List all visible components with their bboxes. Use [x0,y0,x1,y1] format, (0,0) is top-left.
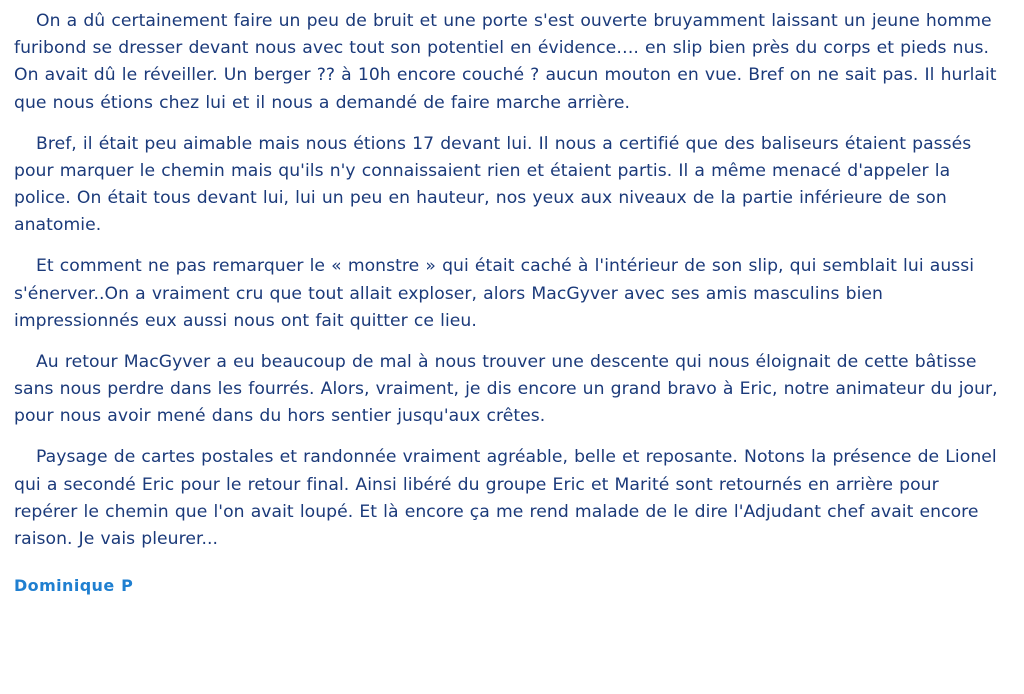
paragraph-2: Bref, il était peu aimable mais nous étions 17 devant lui. Il nous a certifié que des baliseurs étaient passés pour marquer le chemin mais qu'ils n'y connaissaient rien et étaient partis. Il a même menacé d'appeler la police. On était tous devant lui, lui un peu en hauteur, nos yeux aux niveaux de la partie inférieure de son anatomie. [14,133,972,236]
paragraph-4: Au retour MacGyver a eu beaucoup de mal à nous trouver une descente qui nous éloignait de cette bâtisse sans nous perdre dans les fourrés. Alors, vraiment, je dis encore un grand bravo à Eric, notre animateur du jour, pour nous avoir mené dans du hors sentier jusqu'aux crêtes. [14,351,998,427]
paragraph-3: Et comment ne pas remarquer le « monstre » qui était caché à l'intérieur de son slip, qui semblait lui aussi s'énerver..On a vraiment cru que tout allait exploser, alors MacGyver avec ses amis masculins bien impressionnés eux aussi nous ont fait quitter ce lieu. [14,256,975,331]
paragraph-1: On a dû certainement faire un peu de bruit et une porte s'est ouverte bruyamment laissant un jeune homme furibond se dresser devant nous avec tout son potentiel en évidence…. en slip bien près du corps et pieds nus. On avait dû le réveiller. Un berger ?? à 10h encore couché ? aucun mouton en vue. Bref on ne sait pas. Il hurlait que nous étions chez lui et il nous a demandé de faire marche arrière. [14,11,997,113]
paragraph-5: Paysage de cartes postales et randonnée vraiment agréable, belle et reposante. Notons la présence de Lionel qui a secondé Eric pour le retour final. Ainsi libéré du groupe Eric et Marité sont retournés en arrière pour repérer le chemin que l'on avait loupé. Et là encore ça me rend malade de le dire l'Adjudant chef avait encore raison. Je vais pleurer... [14,447,997,549]
author-signature: Dominique P [14,576,134,596]
